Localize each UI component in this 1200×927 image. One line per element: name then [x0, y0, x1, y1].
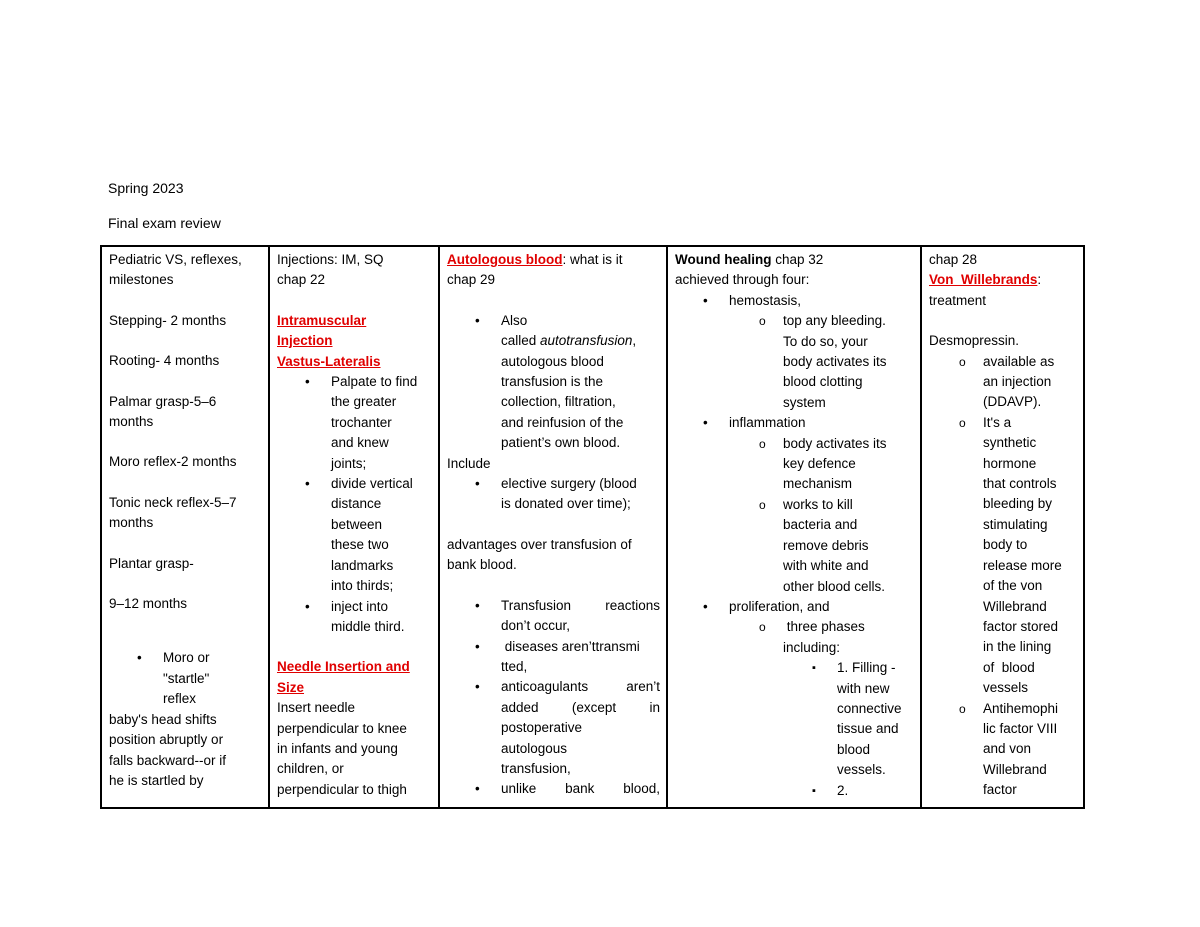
text-line: collection, filtration, [501, 394, 616, 410]
text-line: postoperative [501, 720, 583, 736]
text-line: between [331, 516, 383, 532]
treatment-label: treatment [929, 292, 987, 308]
list-item [447, 779, 660, 799]
text-line: is donated over time); [501, 496, 631, 512]
advantages-text: bank blood. [447, 557, 517, 573]
insert-text: children, or [277, 761, 344, 777]
text-line: blood [837, 741, 871, 757]
text-line: in the lining [983, 639, 1052, 655]
moro-desc: position abruptly or [109, 732, 224, 748]
text-line: • hemostasis, [729, 292, 802, 308]
text-line: o available as [983, 353, 1055, 369]
milestone-moro: Moro reflex-2 months [109, 454, 237, 470]
text-line: landmarks [331, 557, 394, 573]
text-line: Willebrand [983, 598, 1047, 614]
list-item [447, 311, 660, 454]
col4-title [675, 250, 914, 270]
list-item [929, 413, 1077, 699]
text-line: called [501, 333, 541, 349]
text-line: remove debris [783, 537, 869, 553]
review-table [100, 245, 1085, 809]
milestone-rooting: Rooting- 4 months [109, 353, 220, 369]
text-line: and knew [331, 435, 389, 451]
text-line: key defence [783, 456, 856, 472]
col3-chap: chap 29 [447, 272, 496, 288]
text-line: with white and [783, 558, 869, 574]
vw-heading: Von Willebrands [929, 272, 1038, 288]
text-line: added (except in [501, 699, 660, 715]
list-item [675, 597, 914, 617]
text-line: bleeding by [983, 496, 1053, 512]
text-line: trochanter [331, 414, 392, 430]
list-item [447, 677, 660, 779]
text-line: • Palpate to find [331, 374, 418, 390]
text-line: body to [983, 537, 1028, 553]
text-line: • Also [501, 312, 528, 328]
list-item [447, 596, 660, 637]
text-line: including: [783, 639, 841, 655]
col5-title [929, 270, 1077, 290]
text-line: Willebrand [983, 761, 1047, 777]
text-line: the greater [331, 394, 397, 410]
text-line: bacteria and [783, 517, 858, 533]
list-item [277, 474, 432, 596]
text-line: with new [837, 680, 890, 696]
desmopressin-label: Desmopressin. [929, 333, 1020, 349]
list-item [675, 781, 914, 801]
text-line: release more [983, 557, 1062, 573]
needle-heading: Needle Insertion and [277, 659, 410, 675]
moro-list [109, 648, 262, 709]
text-line: blood clotting [783, 374, 863, 390]
text-line: don’t occur, [501, 618, 571, 634]
term-heading: Spring 2023 [108, 180, 184, 196]
text-line: connective [837, 700, 902, 716]
text-line: autotransfusion [540, 333, 633, 349]
milestone-tonic: months [109, 515, 154, 531]
text-line: factor [983, 782, 1017, 798]
text-line: autologous [501, 740, 568, 756]
bullet-text: reflex [163, 691, 197, 707]
title-rest: : [1037, 272, 1042, 288]
text-line: that controls [983, 476, 1057, 492]
milestone-tonic: Tonic neck reflex-5–7 [109, 494, 237, 510]
text-line: body activates its [783, 354, 887, 370]
list-item [447, 637, 660, 678]
text-line: of the von [983, 578, 1043, 594]
moro-desc: baby's head shifts [109, 711, 217, 727]
moro-desc: falls backward--or if [109, 752, 227, 768]
col1-title: Pediatric VS, reflexes, [109, 252, 242, 267]
text-line: synthetic [983, 435, 1037, 451]
text-line: vessels. [837, 762, 886, 778]
text-line: To do so, your [783, 333, 868, 349]
vastus-heading: Vastus-Lateralis [277, 353, 381, 369]
col5-chap: chap 28 [929, 252, 978, 267]
text-line: and reinfusion of the [501, 414, 624, 430]
text-line: o works to kill [783, 496, 853, 512]
list-item [929, 699, 1077, 801]
text-line: , [632, 333, 637, 349]
advantages-text: advantages over transfusion of [447, 536, 632, 552]
healing-stages [675, 291, 914, 801]
list-item [109, 648, 262, 709]
list-item [675, 617, 914, 658]
text-line: • anticoagulants aren’t [501, 679, 660, 695]
autologous-cell [439, 246, 667, 808]
col2-title: Injections: IM, SQ [277, 252, 384, 267]
include-label: Include [447, 455, 491, 471]
bullet-text: • Moro or [163, 650, 210, 666]
insert-text: perpendicular to knee [277, 720, 407, 736]
include-list [447, 474, 660, 515]
text-line: mechanism [783, 476, 853, 492]
text-line: • unlike bank blood, [501, 781, 660, 797]
text-line: tted, [501, 658, 528, 674]
text-line: transfusion, [501, 760, 571, 776]
text-line: transfusion is the [501, 374, 604, 390]
list-item [929, 352, 1077, 413]
text-line: stimulating [983, 516, 1048, 532]
advantages-list [447, 596, 660, 800]
text-line: autologous blood [501, 353, 604, 369]
bullet-text: "startle" [163, 670, 210, 686]
milestone-palmar: Palmar grasp-5–6 [109, 393, 217, 409]
milestone-stepping: Stepping- 2 months [109, 312, 227, 328]
text-line: • diseases aren’ttransmi [501, 638, 640, 654]
list-item [447, 474, 660, 515]
text-line: • proliferation, and [729, 598, 830, 614]
text-line: • divide vertical [331, 476, 413, 492]
pediatric-cell [101, 246, 269, 808]
text-line: o Antihemophi [983, 700, 1059, 716]
text-line: • elective surgery (blood [501, 476, 637, 492]
list-item [675, 413, 914, 433]
list-item [277, 597, 432, 638]
text-line: of blood [983, 659, 1035, 675]
text-line: tissue and [837, 721, 899, 737]
text-line: middle third. [331, 618, 405, 634]
col1-title: milestones [109, 272, 174, 288]
title-rest: chap 32 [771, 252, 824, 267]
milestone-palmar: months [109, 414, 154, 430]
text-line: distance [331, 496, 382, 512]
list-item [675, 434, 914, 495]
title-rest: : what is it [562, 252, 623, 267]
text-line: ▪ 1. Filling - [837, 660, 896, 676]
milestone-plantar: 9–12 months [109, 596, 188, 612]
insert-text: Insert needle [277, 700, 356, 716]
text-line: • inject into [331, 598, 389, 614]
von-willebrands-cell [921, 246, 1084, 808]
text-line: o It's a [983, 414, 1012, 430]
injection-steps [277, 372, 432, 637]
list-item [675, 658, 914, 780]
wound-heading: Wound healing [675, 252, 772, 267]
text-line: lic factor VIII [983, 720, 1058, 736]
im-heading: Injection [277, 333, 333, 349]
text-line: • Transfusion reactions [501, 597, 660, 613]
text-line: and von [983, 741, 1032, 757]
text-line: an injection [983, 374, 1052, 390]
text-line: other blood cells. [783, 578, 886, 594]
list-item [675, 495, 914, 597]
text-line: system [783, 394, 826, 410]
text-line: factor stored [983, 618, 1059, 634]
insert-text: in infants and young [277, 740, 398, 756]
text-line: joints; [331, 455, 367, 471]
col4-sub: achieved through four: [675, 272, 810, 288]
text-line: into thirds; [331, 578, 394, 594]
text-line: patient’s own blood. [501, 435, 621, 451]
milestone-plantar: Plantar grasp- [109, 555, 194, 571]
list-item [675, 291, 914, 311]
wound-healing-cell [667, 246, 921, 808]
treatment-list [929, 352, 1077, 801]
text-line: these two [331, 537, 389, 553]
text-line: vessels [983, 680, 1029, 696]
moro-desc: he is startled by [109, 772, 204, 788]
also-list [447, 311, 660, 454]
text-line: o top any bleeding. [783, 313, 886, 329]
injections-cell [269, 246, 439, 808]
text-line: hormone [983, 455, 1037, 471]
col3-title [447, 250, 660, 270]
insert-text: perpendicular to thigh [277, 781, 407, 797]
document-title: Final exam review [108, 215, 221, 231]
text-line: (DDAVP). [983, 394, 1042, 410]
autologous-heading: Autologous blood [447, 252, 563, 267]
text-line: ▪ 2. [837, 782, 849, 798]
im-heading: Intramuscular [277, 312, 367, 328]
needle-heading: Size [277, 679, 305, 695]
list-item [675, 311, 914, 413]
text-line: • inflammation [729, 415, 806, 431]
list-item [277, 372, 432, 474]
text-line: o three phases [783, 619, 865, 635]
col2-chap: chap 22 [277, 272, 326, 288]
text-line: o body activates its [783, 435, 887, 451]
